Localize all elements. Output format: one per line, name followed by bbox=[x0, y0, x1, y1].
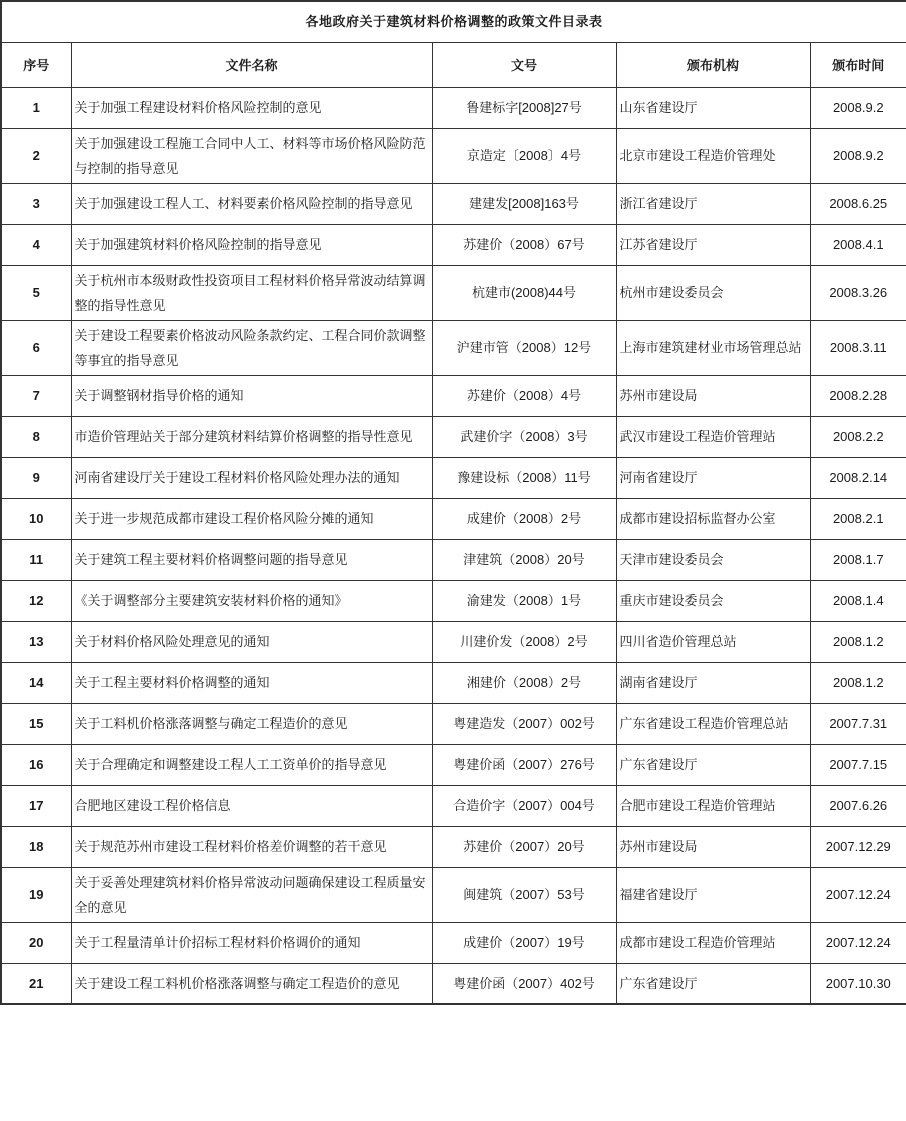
cell-agency: 河南省建设厅 bbox=[616, 457, 810, 498]
table-row bbox=[1, 744, 906, 785]
cell-doc-name: 关于规范苏州市建设工程材料价格差价调整的若干意见 bbox=[71, 826, 432, 867]
table-row bbox=[1, 662, 906, 703]
cell-serial: 11 bbox=[1, 539, 71, 580]
cell-doc-number: 鲁建标字[2008]27号 bbox=[432, 87, 616, 128]
table-row bbox=[1, 826, 906, 867]
table-row bbox=[1, 539, 906, 580]
cell-serial: 18 bbox=[1, 826, 71, 867]
cell-publish-date: 2008.4.1 bbox=[810, 224, 906, 265]
cell-doc-name: 关于建设工程要素价格波动风险条款约定、工程合同价款调整等事宜的指导意见 bbox=[71, 320, 432, 375]
table-row bbox=[1, 580, 906, 621]
table-row bbox=[1, 621, 906, 662]
cell-publish-date: 2008.3.26 bbox=[810, 265, 906, 320]
table-row bbox=[1, 87, 906, 128]
cell-doc-name: 关于工程主要材料价格调整的通知 bbox=[71, 662, 432, 703]
table-row bbox=[1, 457, 906, 498]
table-row bbox=[1, 375, 906, 416]
table-row bbox=[1, 963, 906, 1004]
cell-doc-number: 豫建设标（2008）11号 bbox=[432, 457, 616, 498]
cell-agency: 湖南省建设厅 bbox=[616, 662, 810, 703]
cell-publish-date: 2008.3.11 bbox=[810, 320, 906, 375]
cell-doc-name: 关于加强建设工程人工、材料要素价格风险控制的指导意见 bbox=[71, 183, 432, 224]
table-row bbox=[1, 416, 906, 457]
cell-serial: 21 bbox=[1, 963, 71, 1004]
table-row bbox=[1, 128, 906, 183]
cell-publish-date: 2008.1.7 bbox=[810, 539, 906, 580]
cell-publish-date: 2008.2.28 bbox=[810, 375, 906, 416]
cell-agency: 山东省建设厅 bbox=[616, 87, 810, 128]
cell-serial: 13 bbox=[1, 621, 71, 662]
cell-publish-date: 2008.1.2 bbox=[810, 662, 906, 703]
cell-doc-number: 苏建价（2007）20号 bbox=[432, 826, 616, 867]
cell-doc-number: 建建发[2008]163号 bbox=[432, 183, 616, 224]
cell-agency: 苏州市建设局 bbox=[616, 826, 810, 867]
cell-doc-name: 河南省建设厅关于建设工程材料价格风险处理办法的通知 bbox=[71, 457, 432, 498]
cell-agency: 武汉市建设工程造价管理站 bbox=[616, 416, 810, 457]
cell-publish-date: 2007.12.29 bbox=[810, 826, 906, 867]
cell-doc-number: 粤建造发（2007）002号 bbox=[432, 703, 616, 744]
cell-publish-date: 2008.2.1 bbox=[810, 498, 906, 539]
cell-serial: 4 bbox=[1, 224, 71, 265]
table-title: 各地政府关于建筑材料价格调整的政策文件目录表 bbox=[1, 1, 906, 42]
cell-agency: 广东省建设厅 bbox=[616, 963, 810, 1004]
cell-serial: 16 bbox=[1, 744, 71, 785]
cell-serial: 12 bbox=[1, 580, 71, 621]
cell-serial: 3 bbox=[1, 183, 71, 224]
cell-doc-number: 苏建价（2008）4号 bbox=[432, 375, 616, 416]
cell-publish-date: 2008.1.2 bbox=[810, 621, 906, 662]
cell-doc-number: 津建筑（2008）20号 bbox=[432, 539, 616, 580]
cell-agency: 北京市建设工程造价管理处 bbox=[616, 128, 810, 183]
cell-doc-name: 关于工程量清单计价招标工程材料价格调价的通知 bbox=[71, 922, 432, 963]
header-row bbox=[1, 42, 906, 87]
cell-agency: 成都市建设招标监督办公室 bbox=[616, 498, 810, 539]
cell-doc-name: 关于建筑工程主要材料价格调整问题的指导意见 bbox=[71, 539, 432, 580]
cell-serial: 19 bbox=[1, 867, 71, 922]
cell-publish-date: 2008.2.14 bbox=[810, 457, 906, 498]
cell-doc-name: 关于合理确定和调整建设工程人工工资单价的指导意见 bbox=[71, 744, 432, 785]
cell-doc-number: 粤建价函（2007）402号 bbox=[432, 963, 616, 1004]
cell-doc-number: 武建价字（2008）3号 bbox=[432, 416, 616, 457]
cell-agency: 天津市建设委员会 bbox=[616, 539, 810, 580]
cell-doc-number: 湘建价（2008）2号 bbox=[432, 662, 616, 703]
table-row bbox=[1, 785, 906, 826]
table-row bbox=[1, 922, 906, 963]
cell-doc-name: 《关于调整部分主要建筑安装材料价格的通知》 bbox=[71, 580, 432, 621]
cell-doc-name: 关于加强建设工程施工合同中人工、材料等市场价格风险防范与控制的指导意见 bbox=[71, 128, 432, 183]
cell-serial: 17 bbox=[1, 785, 71, 826]
cell-serial: 5 bbox=[1, 265, 71, 320]
table-row bbox=[1, 265, 906, 320]
cell-serial: 9 bbox=[1, 457, 71, 498]
table-row bbox=[1, 320, 906, 375]
cell-agency: 浙江省建设厅 bbox=[616, 183, 810, 224]
column-header-agency: 颁布机构 bbox=[616, 42, 810, 87]
column-header-publish-date: 颁布时间 bbox=[810, 42, 906, 87]
cell-agency: 广东省建设工程造价管理总站 bbox=[616, 703, 810, 744]
cell-agency: 四川省造价管理总站 bbox=[616, 621, 810, 662]
cell-doc-number: 沪建市管（2008）12号 bbox=[432, 320, 616, 375]
cell-agency: 成都市建设工程造价管理站 bbox=[616, 922, 810, 963]
cell-agency: 合肥市建设工程造价管理站 bbox=[616, 785, 810, 826]
cell-doc-name: 市造价管理站关于部分建筑材料结算价格调整的指导性意见 bbox=[71, 416, 432, 457]
cell-publish-date: 2007.6.26 bbox=[810, 785, 906, 826]
cell-doc-number: 成建价（2008）2号 bbox=[432, 498, 616, 539]
column-header-doc-name: 文件名称 bbox=[71, 42, 432, 87]
cell-publish-date: 2007.7.31 bbox=[810, 703, 906, 744]
table-row bbox=[1, 867, 906, 922]
column-header-serial: 序号 bbox=[1, 42, 71, 87]
cell-publish-date: 2008.9.2 bbox=[810, 128, 906, 183]
cell-agency: 江苏省建设厅 bbox=[616, 224, 810, 265]
cell-agency: 广东省建设厅 bbox=[616, 744, 810, 785]
cell-doc-number: 成建价（2007）19号 bbox=[432, 922, 616, 963]
cell-agency: 上海市建筑建材业市场管理总站 bbox=[616, 320, 810, 375]
cell-publish-date: 2007.7.15 bbox=[810, 744, 906, 785]
cell-doc-name: 关于工料机价格涨落调整与确定工程造价的意见 bbox=[71, 703, 432, 744]
cell-publish-date: 2007.12.24 bbox=[810, 867, 906, 922]
cell-doc-name: 合肥地区建设工程价格信息 bbox=[71, 785, 432, 826]
cell-doc-name: 关于加强工程建设材料价格风险控制的意见 bbox=[71, 87, 432, 128]
cell-doc-name: 关于调整钢材指导价格的通知 bbox=[71, 375, 432, 416]
cell-agency: 苏州市建设局 bbox=[616, 375, 810, 416]
cell-doc-number: 粤建价函（2007）276号 bbox=[432, 744, 616, 785]
cell-doc-number: 京造定〔2008〕4号 bbox=[432, 128, 616, 183]
cell-serial: 1 bbox=[1, 87, 71, 128]
table-row bbox=[1, 703, 906, 744]
cell-doc-number: 闽建筑（2007）53号 bbox=[432, 867, 616, 922]
cell-agency: 杭州市建设委员会 bbox=[616, 265, 810, 320]
cell-doc-name: 关于进一步规范成都市建设工程价格风险分摊的通知 bbox=[71, 498, 432, 539]
cell-doc-name: 关于建设工程工料机价格涨落调整与确定工程造价的意见 bbox=[71, 963, 432, 1004]
cell-publish-date: 2008.1.4 bbox=[810, 580, 906, 621]
cell-serial: 14 bbox=[1, 662, 71, 703]
cell-serial: 2 bbox=[1, 128, 71, 183]
cell-publish-date: 2008.2.2 bbox=[810, 416, 906, 457]
cell-agency: 重庆市建设委员会 bbox=[616, 580, 810, 621]
table-row bbox=[1, 224, 906, 265]
cell-doc-number: 川建价发（2008）2号 bbox=[432, 621, 616, 662]
cell-doc-number: 杭建市(2008)44号 bbox=[432, 265, 616, 320]
cell-serial: 8 bbox=[1, 416, 71, 457]
cell-publish-date: 2007.10.30 bbox=[810, 963, 906, 1004]
cell-doc-name: 关于杭州市本级财政性投资项目工程材料价格异常波动结算调整的指导性意见 bbox=[71, 265, 432, 320]
cell-publish-date: 2007.12.24 bbox=[810, 922, 906, 963]
cell-publish-date: 2008.9.2 bbox=[810, 87, 906, 128]
cell-publish-date: 2008.6.25 bbox=[810, 183, 906, 224]
cell-doc-name: 关于加强建筑材料价格风险控制的指导意见 bbox=[71, 224, 432, 265]
cell-agency: 福建省建设厅 bbox=[616, 867, 810, 922]
cell-serial: 10 bbox=[1, 498, 71, 539]
cell-doc-number: 合造价字（2007）004号 bbox=[432, 785, 616, 826]
cell-doc-name: 关于材料价格风险处理意见的通知 bbox=[71, 621, 432, 662]
column-header-doc-number: 文号 bbox=[432, 42, 616, 87]
cell-serial: 20 bbox=[1, 922, 71, 963]
table-row bbox=[1, 498, 906, 539]
cell-doc-number: 渝建发（2008）1号 bbox=[432, 580, 616, 621]
cell-serial: 7 bbox=[1, 375, 71, 416]
title-row bbox=[1, 1, 906, 42]
cell-serial: 15 bbox=[1, 703, 71, 744]
table-row bbox=[1, 183, 906, 224]
cell-doc-number: 苏建价（2008）67号 bbox=[432, 224, 616, 265]
cell-doc-name: 关于妥善处理建筑材料价格异常波动问题确保建设工程质量安全的意见 bbox=[71, 867, 432, 922]
cell-serial: 6 bbox=[1, 320, 71, 375]
